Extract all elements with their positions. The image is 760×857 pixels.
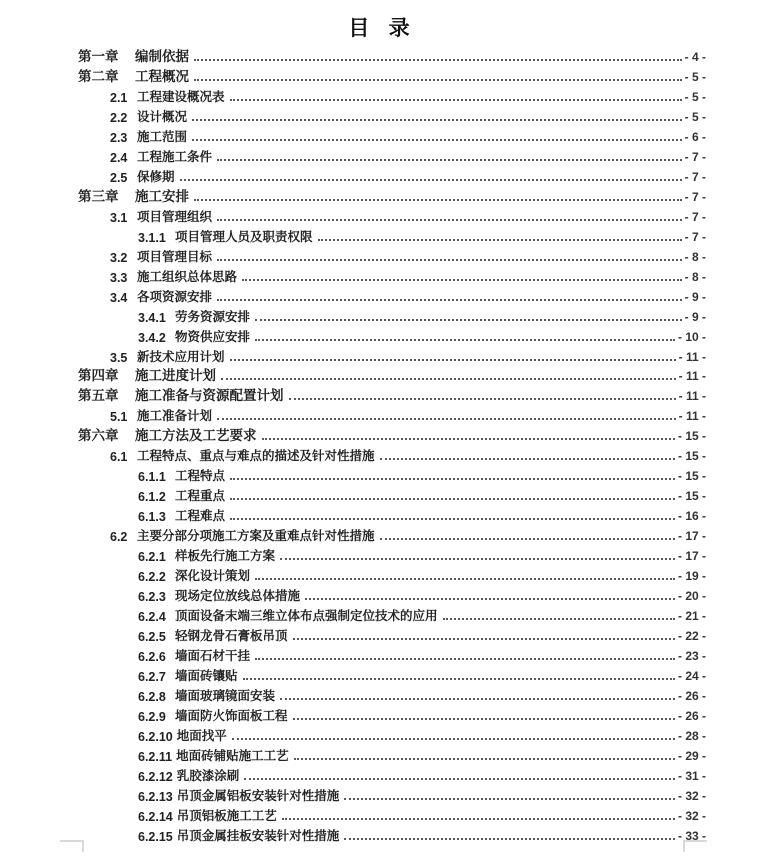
toc-entry-number: 6.1.3 [138, 510, 166, 525]
toc-entry-label: 施工准备计划 [137, 409, 213, 424]
toc-entry[interactable] [64, 45, 706, 65]
toc-entry[interactable] [64, 464, 706, 484]
toc-entry-page-number: - 29 - [677, 748, 706, 763]
toc-entry[interactable] [64, 484, 706, 504]
toc-entry-number: 3.4.2 [138, 330, 166, 345]
toc-entry[interactable] [64, 345, 706, 365]
toc-entry-page-number: - 10 - [677, 329, 706, 344]
toc-entry-page-number: - 7 - [684, 229, 706, 244]
dot-leader [243, 678, 675, 680]
dot-leader [192, 119, 682, 121]
toc-entry[interactable] [64, 225, 706, 245]
toc-entry-page-number: - 20 - [677, 589, 706, 604]
toc-entry-label: 保修期 [137, 169, 175, 184]
toc-entry-label: 施工安排 [135, 188, 189, 204]
toc-entry-label: 项目管理组织 [137, 209, 213, 224]
dot-leader [305, 598, 675, 600]
toc-entry-page-number: - 15 - [677, 469, 706, 484]
toc-entry-page-number: - 7 - [684, 189, 706, 204]
toc-entry-label: 主要分部分项施工方案及重难点针对性措施 [137, 529, 375, 544]
dot-leader [230, 498, 675, 500]
toc-entry-page-number: - 11 - [678, 409, 706, 424]
toc-entry[interactable] [64, 544, 706, 564]
dot-leader [230, 359, 676, 361]
toc-entry-label: 施工方法及工艺要求 [135, 428, 257, 444]
dot-leader [230, 478, 675, 480]
dot-leader [217, 299, 682, 301]
toc-entry-number: 第一章 [78, 48, 119, 64]
toc-entry[interactable] [64, 105, 706, 125]
toc-entry-number: 6.2.5 [138, 630, 166, 645]
toc-entry[interactable] [64, 824, 706, 844]
toc-entry[interactable] [64, 664, 706, 684]
dot-leader [194, 59, 682, 61]
dot-leader [255, 339, 675, 341]
toc-entry-number: 6.2.4 [138, 610, 166, 625]
toc-entry-page-number: - 17 - [677, 549, 706, 564]
toc-entry-number: 2.1 [110, 90, 128, 105]
toc-entry-number: 6.2.8 [138, 689, 166, 704]
toc-entry-number: 2.3 [110, 130, 128, 145]
toc-entry-page-number: - 15 - [677, 489, 706, 504]
toc-entry-number: 6.2.14 [138, 809, 173, 824]
toc-entry-label: 工程建设概况表 [137, 89, 225, 104]
toc-entry-page-number: - 24 - [677, 669, 706, 683]
toc-entry[interactable] [64, 305, 706, 325]
toc-entry-label: 施工组织总体思路 [137, 269, 238, 284]
toc-entry-label: 墙面石材干挂 [175, 649, 251, 664]
toc-entry-label: 项目管理人员及职责权限 [175, 229, 313, 244]
toc-entry-number: 第二章 [78, 68, 119, 84]
toc-entry-page-number: - 7 - [684, 209, 706, 224]
toc-entry-label: 吊顶铝板施工工艺 [176, 808, 277, 823]
toc-entry[interactable] [64, 384, 706, 404]
toc-entry-page-number: - 15 - [677, 449, 706, 464]
toc-list [64, 45, 706, 844]
dot-leader [230, 518, 675, 520]
toc-entry-page-number: - 31 - [677, 768, 706, 783]
toc-entry-label: 工程施工条件 [137, 149, 213, 164]
toc-entry-number: 3.5 [110, 350, 128, 365]
toc-entry[interactable] [64, 265, 706, 285]
toc-entry-number: 6.2.1 [138, 550, 166, 565]
toc-entry[interactable] [64, 424, 706, 444]
toc-entry-label: 地面找平 [176, 728, 227, 743]
dot-leader [194, 79, 682, 81]
toc-entry-label: 编制依据 [135, 48, 189, 64]
toc-entry-number: 第六章 [78, 428, 119, 444]
toc-entry-page-number: - 9 - [684, 289, 706, 304]
toc-entry-page-number: - 5 - [684, 109, 706, 124]
toc-entry-number: 2.4 [110, 150, 128, 165]
toc-entry-label: 吊顶金属铝板安装针对性措施 [176, 788, 340, 803]
toc-entry-number: 3.1 [110, 210, 128, 225]
dot-leader [262, 438, 675, 440]
toc-entry-number: 6.2.11 [138, 749, 173, 764]
toc-entry-label: 施工准备与资源配置计划 [135, 388, 284, 404]
toc-entry-number: 第三章 [78, 188, 119, 204]
dot-leader [244, 778, 675, 780]
toc-entry-page-number: - 15 - [677, 429, 706, 444]
dot-leader [180, 179, 682, 181]
toc-entry-number: 6.2.9 [138, 709, 166, 724]
toc-entry-label: 施工范围 [137, 129, 188, 144]
dot-leader [221, 378, 676, 380]
toc-entry-label: 工程重点 [175, 489, 226, 504]
toc-entry-page-number: - 7 - [684, 149, 706, 164]
toc-entry-page-number: - 22 - [677, 629, 706, 644]
toc-entry-number: 6.2.12 [138, 769, 173, 784]
dot-leader [192, 139, 682, 141]
toc-entry[interactable] [64, 584, 706, 604]
toc-title: 目 录 [348, 16, 412, 40]
toc-entry-label: 各项资源安排 [137, 289, 213, 304]
toc-entry-label: 吊顶金属挂板安装针对性措施 [176, 828, 340, 843]
toc-entry-number: 6.2.6 [138, 650, 166, 665]
toc-entry[interactable] [64, 145, 706, 165]
toc-entry[interactable] [64, 65, 706, 85]
toc-entry[interactable] [64, 325, 706, 345]
toc-entry-page-number: - 8 - [684, 269, 706, 284]
toc-entry-label: 顶面设备末端三维立体布点强制定位技术的应用 [175, 609, 438, 624]
toc-entry-number: 6.2 [110, 530, 128, 545]
toc-entry-page-number: - 23 - [677, 649, 706, 664]
toc-entry-page-number: - 6 - [684, 129, 706, 144]
toc-entry[interactable] [64, 185, 706, 205]
toc-entry-page-number: - 32 - [677, 808, 706, 823]
toc-entry-page-number: - 5 - [684, 69, 706, 84]
toc-entry[interactable] [64, 744, 706, 764]
toc-entry-number: 6.2.15 [138, 829, 173, 844]
dot-leader [380, 538, 675, 540]
toc-entry-label: 深化设计策划 [175, 569, 251, 584]
dot-leader [294, 758, 675, 760]
toc-entry-page-number: - 9 - [684, 309, 706, 324]
toc-entry[interactable] [64, 444, 706, 464]
dot-leader [217, 219, 682, 221]
toc-entry-number: 6.2.7 [138, 670, 166, 684]
toc-entry[interactable] [64, 784, 706, 804]
dot-leader [255, 658, 675, 660]
dot-leader [282, 818, 675, 820]
toc-entry[interactable] [64, 564, 706, 584]
toc-entry-label: 施工进度计划 [135, 368, 216, 384]
toc-entry-page-number: - 7 - [684, 169, 706, 184]
toc-entry[interactable] [64, 404, 706, 424]
dot-leader [230, 99, 682, 101]
dot-leader [242, 279, 682, 281]
toc-entry-number: 6.1 [110, 450, 128, 465]
toc-entry-page-number: - 28 - [677, 728, 706, 743]
toc-entry-label: 墙面砖镶贴 [175, 669, 238, 683]
toc-entry-page-number: - 5 - [684, 89, 706, 104]
toc-entry-number: 3.4 [110, 290, 128, 305]
toc-entry[interactable] [64, 504, 706, 524]
toc-entry-page-number: - 16 - [677, 509, 706, 524]
toc-entry-number: 第五章 [78, 388, 119, 404]
dot-leader [293, 638, 675, 640]
dot-leader [280, 698, 675, 700]
toc-entry-label: 物资供应安排 [175, 329, 251, 344]
toc-entry[interactable] [64, 764, 706, 784]
toc-entry-number: 第四章 [78, 368, 119, 384]
toc-entry[interactable] [64, 205, 706, 225]
dot-leader [344, 838, 675, 840]
dot-leader [255, 578, 675, 580]
toc-entry-number: 6.2.3 [138, 590, 166, 605]
toc-entry-label: 轻钢龙骨石膏板吊顶 [175, 629, 288, 644]
toc-entry-number: 3.1.1 [138, 230, 166, 245]
toc-entry-number: 5.1 [110, 410, 128, 425]
toc-entry-number: 3.4.1 [138, 310, 166, 325]
dot-leader [194, 199, 682, 201]
text-boundary-corner-left [60, 840, 84, 852]
toc-entry-page-number: - 11 - [678, 369, 706, 384]
dot-leader [280, 558, 675, 560]
toc-entry-label: 项目管理目标 [137, 249, 213, 264]
toc-entry-page-number: - 17 - [677, 529, 706, 544]
toc-entry[interactable] [64, 724, 706, 744]
dot-leader [217, 159, 682, 161]
toc-entry[interactable] [64, 684, 706, 704]
toc-entry-label: 劳务资源安排 [175, 309, 251, 324]
text-boundary-corner-right [683, 840, 707, 852]
toc-entry-page-number: - 11 - [678, 349, 706, 364]
toc-entry-page-number: - 4 - [684, 49, 706, 64]
toc-entry-page-number: - 8 - [684, 249, 706, 264]
toc-entry[interactable] [64, 624, 706, 644]
toc-entry-page-number: - 26 - [677, 688, 706, 703]
toc-entry-number: 6.1.1 [138, 470, 166, 485]
toc-entry-page-number: - 11 - [678, 389, 706, 404]
toc-entry-page-number: - 21 - [677, 609, 706, 624]
dot-leader [217, 259, 682, 261]
toc-entry[interactable] [64, 365, 706, 385]
toc-entry-number: 2.2 [110, 110, 128, 125]
dot-leader [318, 239, 682, 241]
toc-entry[interactable] [64, 704, 706, 724]
toc-entry[interactable] [64, 804, 706, 824]
dot-leader [344, 798, 675, 800]
toc-entry-number: 6.2.2 [138, 570, 166, 585]
toc-entry-number: 2.5 [110, 170, 128, 185]
toc-entry-label: 样板先行施工方案 [175, 549, 276, 564]
toc-entry-label: 乳胶漆涂刷 [176, 768, 240, 783]
dot-leader [232, 738, 675, 740]
toc-entry-page-number: - 26 - [677, 708, 706, 723]
dot-leader [289, 398, 676, 400]
toc-entry-page-number: - 33 - [677, 828, 706, 843]
dot-leader [217, 418, 676, 420]
toc-entry-number: 6.1.2 [138, 490, 166, 505]
toc-entry-number: 6.2.10 [138, 729, 173, 744]
toc-entry-label: 工程特点、重点与难点的描述及针对性措施 [137, 449, 375, 464]
toc-entry[interactable] [64, 125, 706, 145]
dot-leader [255, 319, 682, 321]
toc-entry-label: 墙面玻璃镜面安装 [175, 688, 276, 703]
toc-entry-label: 地面砖铺贴施工工艺 [176, 748, 289, 763]
toc-entry[interactable] [64, 644, 706, 664]
dot-leader [380, 458, 675, 460]
dot-leader [293, 718, 675, 720]
toc-entry-label: 设计概况 [137, 109, 188, 124]
toc-entry-label: 现场定位放线总体措施 [175, 589, 301, 604]
toc-entry[interactable] [64, 85, 706, 105]
toc-entry[interactable] [64, 165, 706, 185]
toc-entry[interactable] [64, 604, 706, 624]
toc-entry[interactable] [64, 524, 706, 544]
dot-leader [443, 618, 675, 620]
toc-entry-label: 工程特点 [175, 469, 226, 484]
toc-entry-label: 工程概况 [135, 68, 189, 84]
toc-entry-number: 6.2.13 [138, 789, 173, 804]
toc-entry-label: 墙面防火饰面板工程 [175, 708, 288, 723]
toc-entry-label: 工程难点 [175, 509, 226, 524]
toc-entry[interactable] [64, 245, 706, 265]
toc-entry-page-number: - 32 - [677, 788, 706, 803]
toc-entry-label: 新技术应用计划 [137, 349, 225, 364]
toc-entry-number: 3.3 [110, 270, 128, 285]
toc-entry-number: 3.2 [110, 250, 128, 265]
toc-entry[interactable] [64, 285, 706, 305]
toc-entry-page-number: - 19 - [677, 569, 706, 584]
